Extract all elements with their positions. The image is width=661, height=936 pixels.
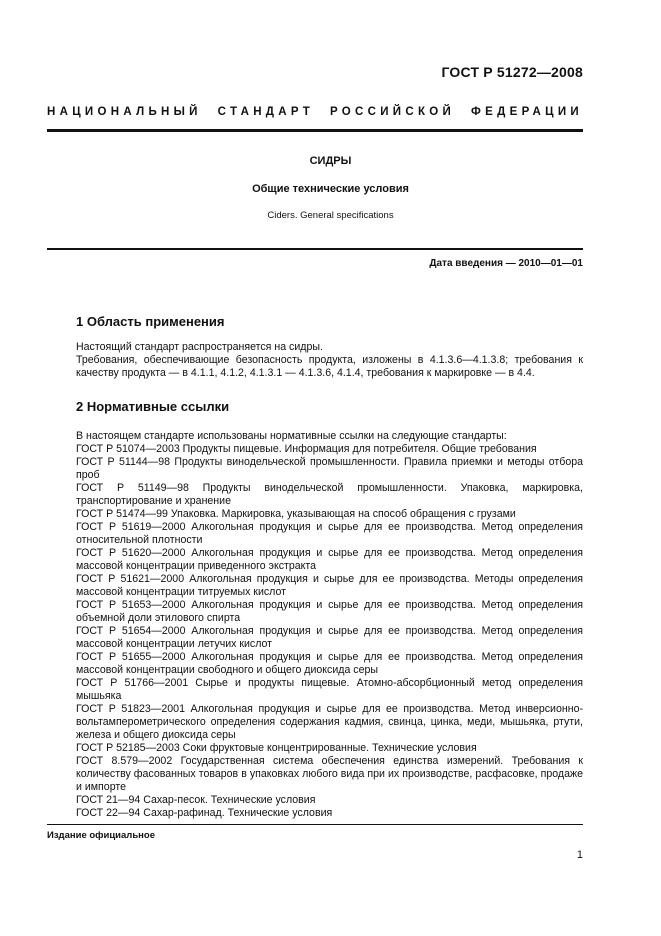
- reference-item: ГОСТ Р 51823—2001 Алкогольная продукция и сырье для ее производства. Метод инверсионно-вольтамперометрического определения содержания кадмия, свинца, цинка, меди, мышьяка, ртути, железа и общего диоксида серы: [76, 703, 583, 741]
- reference-item: ГОСТ Р 51619—2000 Алкогольная продукция и сырье для ее производства. Метод определения относительной плотности: [76, 521, 583, 546]
- reference-item: ГОСТ Р 51654—2000 Алкогольная продукция и сырье для ее производства. Метод определения массовой концентрации летучих кислот: [76, 625, 583, 650]
- title-divider: [47, 248, 583, 250]
- national-standard-banner: НАЦИОНАЛЬНЫЙ СТАНДАРТ РОССИЙСКОЙ ФЕДЕРАЦИИ: [47, 106, 583, 118]
- section-1-paragraph: Настоящий стандарт распространяется на сидры.: [76, 341, 323, 353]
- reference-item: ГОСТ Р 51766—2001 Сырье и продукты пищевые. Атомно-абсорбционный метод определения мышьяка: [76, 677, 583, 702]
- section-2-body: [76, 430, 583, 820]
- top-divider: [47, 129, 583, 132]
- reference-item: ГОСТ Р 51620—2000 Алкогольная продукция и сырье для ее производства. Метод определения массовой концентрации приведенного экстракта: [76, 547, 583, 572]
- footer-divider: [47, 824, 583, 825]
- reference-item: ГОСТ Р 51149—98 Продукты винодельческой промышленности. Упаковка, маркировка, транспортирование и хранение: [76, 482, 583, 507]
- reference-item: ГОСТ Р 52185—2003 Соки фруктовые концентрированные. Технические условия: [76, 742, 477, 754]
- reference-item: ГОСТ Р 51474—99 Упаковка. Маркировка, указывающая на способ обращения с грузами: [76, 508, 516, 520]
- section-2-intro: В настоящем стандарте использованы нормативные ссылки на следующие стандарты:: [76, 430, 507, 442]
- section-2-heading: 2 Нормативные ссылки: [76, 399, 230, 414]
- section-1-heading: 1 Область применения: [76, 314, 225, 329]
- reference-item: ГОСТ Р 51144—98 Продукты винодельческой промышленности. Правила приемки и методы отбора проб: [76, 456, 583, 481]
- reference-item: ГОСТ Р 51621—2000 Алкогольная продукция и сырье для ее производства. Методы определения массовой концентрации титруемых кислот: [76, 573, 583, 598]
- section-1-body: [76, 341, 583, 380]
- reference-item: ГОСТ 22—94 Сахар-рафинад. Технические условия: [76, 807, 333, 819]
- document-subtitle: Общие технические условия: [252, 183, 409, 195]
- reference-item: ГОСТ Р 51653—2000 Алкогольная продукция и сырье для ее производства. Метод определения объемной доли этилового спирта: [76, 599, 583, 624]
- section-1-paragraph: Требования, обеспечивающие безопасность продукта, изложены в 4.1.3.6—4.1.3.8; требования к качеству продукта — в 4.1.1, 4.1.2, 4.1.3.1 — 4.1.3.6, 4.1.4, требования к маркировке — в 4.4.: [76, 354, 583, 379]
- document-title-english: Ciders. General specifications: [267, 210, 394, 221]
- reference-item: ГОСТ Р 51655—2000 Алкогольная продукция и сырье для ее производства. Метод определения массовой концентрации свободного и общего диоксида серы: [76, 651, 583, 676]
- document-code: ГОСТ Р 51272—2008: [441, 64, 583, 80]
- reference-list: [76, 443, 583, 820]
- reference-item: ГОСТ 21—94 Сахар-песок. Технические условия: [76, 794, 316, 806]
- reference-item: ГОСТ Р 51074—2003 Продукты пищевые. Информация для потребителя. Общие требования: [76, 443, 537, 455]
- page-number: 1: [576, 849, 583, 861]
- document-title: СИДРЫ: [309, 155, 352, 167]
- reference-item: ГОСТ 8.579—2002 Государственная система обеспечения единства измерений. Требования к количеству фасованных товаров в упаковках любого вида при их производстве, расфасовке, продаже и импорте: [76, 755, 583, 793]
- introduction-date: Дата введения — 2010—01—01: [429, 258, 583, 269]
- edition-note: Издание официальное: [47, 830, 155, 841]
